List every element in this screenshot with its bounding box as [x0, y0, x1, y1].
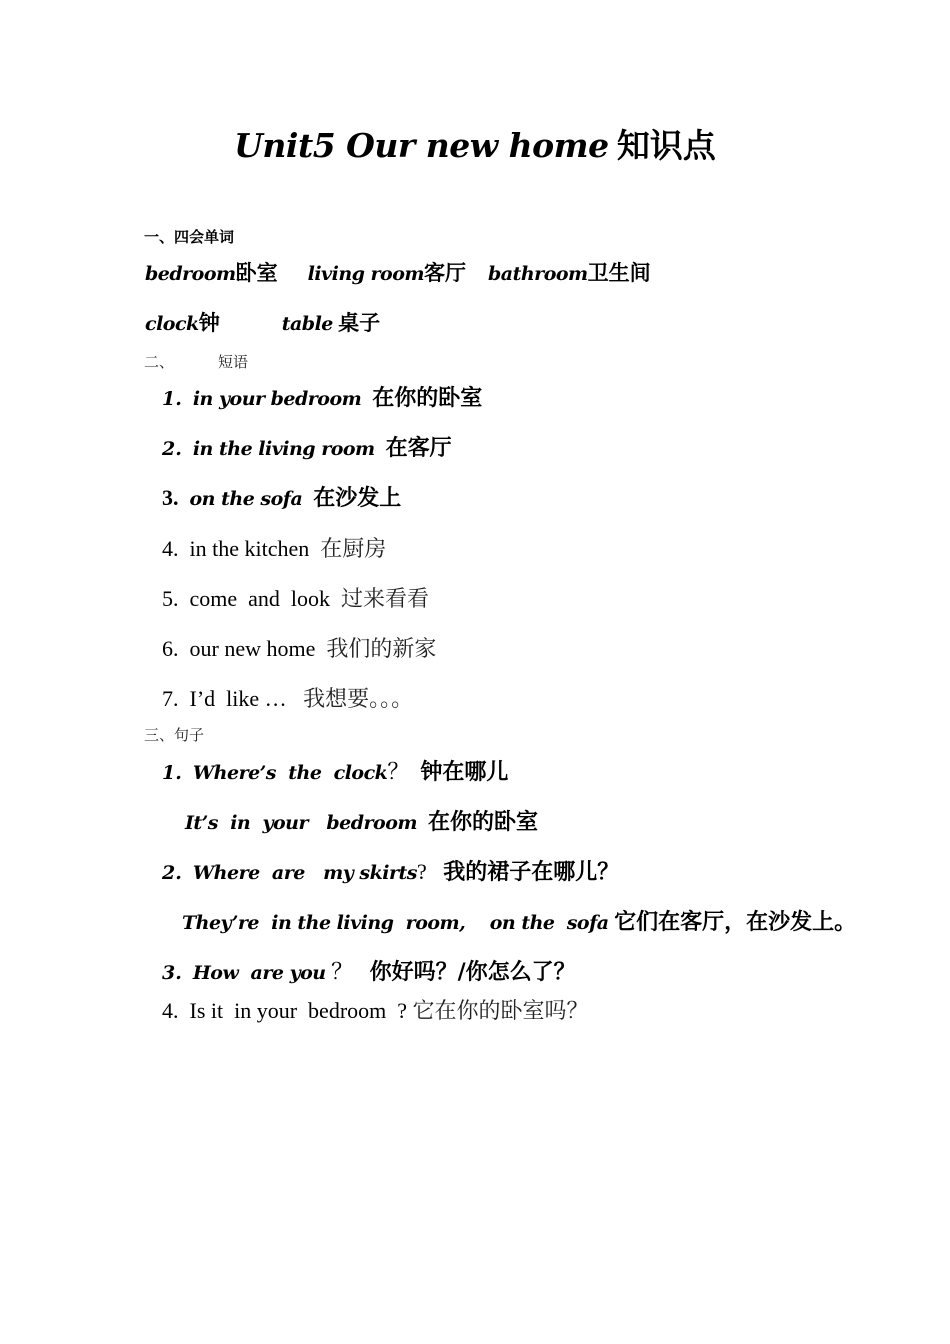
item-number: 2.: [162, 438, 182, 460]
vocab-row-2: [145, 307, 380, 337]
word-en: bathroom: [488, 263, 588, 285]
phrase-zh: 在厨房: [320, 537, 387, 562]
item-number: 1.: [162, 762, 182, 784]
section-heading-words: 一、四会单词: [144, 228, 235, 246]
phrase-zh: 我想要。。。: [303, 687, 414, 712]
page-title: [0, 122, 950, 171]
sentence-zh: 我的裙子在哪儿？: [443, 860, 620, 885]
title-chinese: 知识点: [616, 126, 716, 165]
word-en: clock: [145, 313, 199, 335]
item-number: 5.: [162, 586, 179, 611]
item-number: 4.: [162, 998, 179, 1023]
section-heading-sentences: 三、句子: [144, 726, 205, 744]
vocab-row-1: [145, 257, 651, 287]
item-number: 7.: [162, 686, 179, 711]
word-en: table: [281, 313, 333, 335]
phrase-en: our new home: [189, 636, 316, 661]
sentence-item: [162, 994, 589, 1025]
word-zh: 桌子: [338, 311, 381, 335]
phrase-en: come and look: [189, 586, 331, 611]
phrase-zh: 在客厅: [385, 436, 452, 461]
phrase-zh: 在沙发上: [313, 486, 402, 511]
section-heading-phrases: [144, 351, 248, 372]
phrase-item: [162, 582, 429, 613]
phrase-zh: 过来看看: [341, 587, 430, 612]
sentence-zh: 它们在客厅，在沙发上。: [614, 910, 857, 935]
word-en: bedroom: [145, 263, 236, 285]
phrase-item: [162, 632, 436, 663]
sentence-punct: ？: [331, 960, 354, 985]
phrase-en: I’d like …: [189, 686, 287, 711]
phrase-en: in your bedroom: [192, 388, 362, 410]
word-zh: 卫生间: [587, 261, 651, 285]
sentence-zh: 它在你的卧室吗？: [412, 999, 589, 1024]
sentence-zh: 在你的卧室: [427, 810, 538, 835]
word-zh: 客厅: [424, 261, 466, 285]
item-number: 3.: [162, 485, 179, 510]
section-label: 短语: [218, 353, 249, 371]
title-english: Unit5 Our new home: [234, 126, 609, 165]
phrase-zh: 在你的卧室: [372, 386, 483, 411]
item-number: 4.: [162, 536, 179, 561]
sentence-en: It’s in your bedroom: [185, 812, 417, 834]
phrase-item: [162, 682, 413, 713]
sentence-en: How are you: [192, 962, 326, 984]
word-en: living room: [307, 263, 424, 285]
phrase-en: in the living room: [192, 438, 375, 460]
sentence-en: Where are my skirts: [192, 862, 417, 884]
phrase-item: [162, 381, 482, 412]
sentence-zh: 钟在哪儿: [420, 760, 509, 785]
sentence-zh: 你好吗？/你怎么了？: [369, 960, 576, 985]
phrase-item: [162, 532, 386, 563]
word-zh: 钟: [198, 311, 220, 335]
phrase-en: in the kitchen: [189, 536, 310, 561]
sentence-answer: [185, 805, 538, 836]
sentence-en: Where’s the clock: [192, 762, 388, 784]
sentence-answer: [182, 905, 856, 936]
item-number: 6.: [162, 636, 179, 661]
phrase-item: [162, 481, 401, 512]
sentence-en: They’re in the living room, on the sofa: [182, 912, 609, 934]
phrase-zh: 我们的新家: [326, 637, 437, 662]
section-number: 二、: [144, 353, 175, 371]
phrase-en: on the sofa: [189, 488, 303, 510]
word-zh: 卧室: [235, 261, 278, 285]
phrase-item: [162, 431, 452, 462]
item-number: 1.: [162, 388, 182, 410]
sentence-en: Is it in your bedroom ?: [189, 998, 408, 1023]
sentence-punct: ?: [417, 859, 427, 884]
sentence-item: [162, 955, 576, 986]
sentence-item: [162, 755, 508, 786]
item-number: 2.: [162, 862, 182, 884]
sentence-item: [162, 855, 619, 886]
item-number: 3.: [162, 962, 182, 984]
sentence-punct: ？: [387, 760, 410, 785]
